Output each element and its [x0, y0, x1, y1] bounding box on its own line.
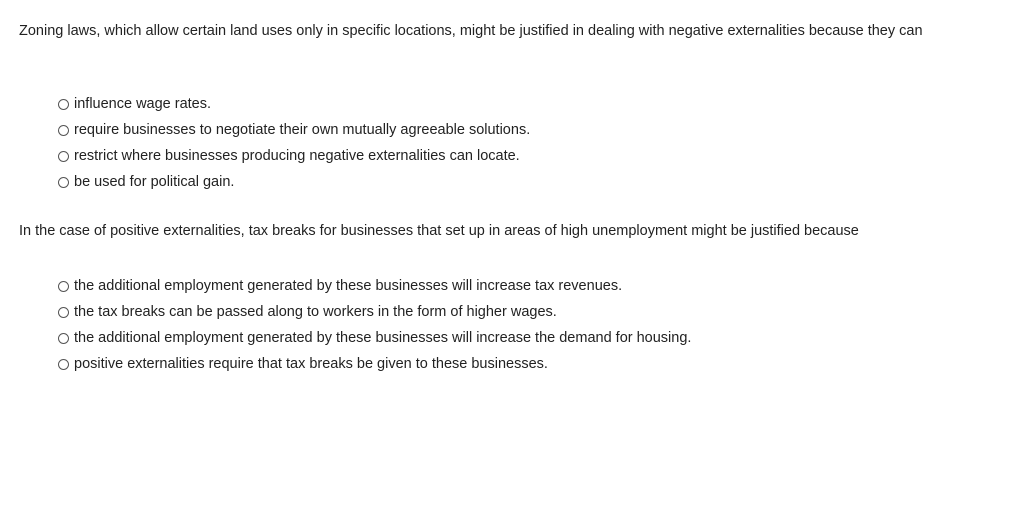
- option-label: the additional employment generated by these businesses will increase tax revenues.: [74, 278, 623, 294]
- option-label: require businesses to negotiate their own mutually agreeable solutions.: [74, 122, 531, 138]
- question-2-prompt: In the case of positive externalities, tax breaks for businesses that set up in areas of high unemployment might be justified because: [19, 223, 859, 239]
- question-1-prompt: Zoning laws, which allow certain land uses only in specific locations, might be justified in dealing with negative externalities because they can: [19, 23, 923, 39]
- radio-button[interactable]: [58, 307, 69, 318]
- question-1-option-c[interactable]: [58, 143, 530, 169]
- question-2-option-b[interactable]: [58, 299, 691, 325]
- radio-button[interactable]: [58, 281, 69, 292]
- option-label: be used for political gain.: [74, 174, 235, 190]
- option-label: the additional employment generated by these businesses will increase the demand for housing.: [74, 330, 692, 346]
- question-2: [19, 222, 954, 372]
- question-1-option-b[interactable]: [58, 117, 530, 143]
- question-2-option-d[interactable]: [58, 351, 691, 377]
- radio-button[interactable]: [58, 333, 69, 344]
- radio-button[interactable]: [58, 151, 69, 162]
- radio-button[interactable]: [58, 359, 69, 370]
- radio-button[interactable]: [58, 125, 69, 136]
- option-label: the tax breaks can be passed along to workers in the form of higher wages.: [74, 304, 557, 320]
- radio-button[interactable]: [58, 177, 69, 188]
- question-2-options: [58, 273, 691, 377]
- question-1-options: [58, 91, 530, 195]
- question-1-option-d[interactable]: [58, 169, 530, 195]
- question-2-option-c[interactable]: [58, 325, 691, 351]
- question-1: [19, 22, 954, 190]
- radio-button[interactable]: [58, 99, 69, 110]
- question-1-option-a[interactable]: [58, 91, 530, 117]
- option-label: positive externalities require that tax breaks be given to these businesses.: [74, 356, 548, 372]
- option-label: influence wage rates.: [74, 96, 212, 112]
- question-2-option-a[interactable]: [58, 273, 691, 299]
- option-label: restrict where businesses producing negative externalities can locate.: [74, 148, 520, 164]
